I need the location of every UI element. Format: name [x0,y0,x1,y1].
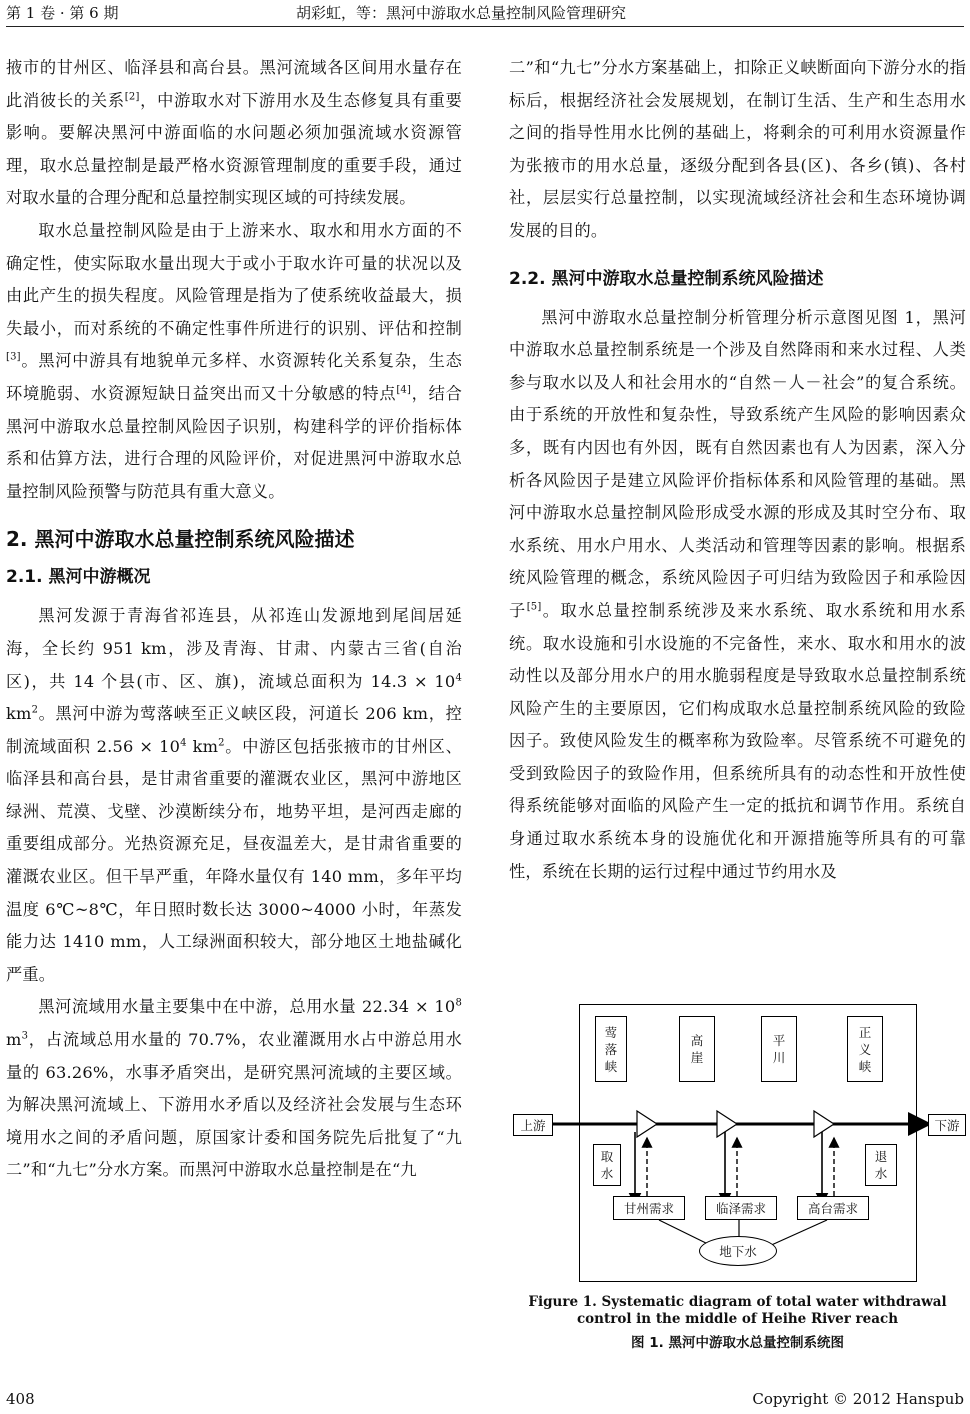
page-number: 408 [6,1390,35,1408]
groundwater-ellipse: 地下水 [699,1236,777,1266]
paragraph-risk-definition: 取水总量控制风险是由于上游来水、取水和用水方面的不确定性，使实际取水量出现大于或小于取水许可量的状况以及由此产生的损失程度。风险管理是指为了使系统收益最大，损失最小，而对系统的不确定性事件所进行的识别、评估和控制[3]。黑河中游具有地貌单元多样、水资源转化关系复杂，生态环境脆弱、水资源短缺日益突出而又十分敏感的特点[4]，结合黑河中游取水总量控制风险因子识别，构建科学的评价指标体系和估算方法，进行合理的风险评价，对促进黑河中游取水总量控制风险预警与防范具有重大意义。 [6,220,462,501]
citation-ref[interactable]: [3] [6,351,21,363]
figure-caption-en: Figure 1. Systematic diagram of total water withdrawal control in the middle of Heihe River reach [528,1294,947,1327]
copyright-notice: Copyright © 2012 Hanspub [752,1390,964,1408]
station-yingluoxia: 莺 落 峡 [595,1016,627,1082]
right-column [509,52,966,888]
station-zhengyixia: 正 义 峡 [847,1016,883,1082]
subsection-heading-2-2: 2.2. 黑河中游取水总量控制系统风险描述 [509,268,824,289]
left-column [6,52,462,1187]
running-header [6,0,964,27]
paragraph-continued: 二”和“九七”分水方案基础上，扣除正义峡断面向下游分水的指标后，根据经济社会发展规划，在制订生活、生产和生态用水之间的指导性用水比例的基础上，将剩余的可利用水资源量作为张掖市的用水总量，逐级分配到各县(区)、各乡(镇)、各村社，层层实行总量控制，以实现流域经济社会和生态环境协调发展的目的。 [509,58,966,240]
figure-1 [509,1004,966,1351]
downstream-box: 下游 [928,1114,966,1136]
article-running-title: 胡彩虹，等：黑河中游取水总量控制风险管理研究 [296,4,627,22]
paragraph-water-use: 黑河流域用水量主要集中在中游，总用水量 $22.34 \times 10^8$ $m^3$，占流域总用水量的 70.7%，农业灌溉用水占中游总用水量的 63.26%，水事矛盾突出，是研究黑河流域的主要区域。为解决黑河流域上、下游用水矛盾以及经济社会发展与生态环境用水之间的矛盾问题，原国家计委和国务院先后批复了“九二”和“九七”分水方案。而黑河中游取水总量控制是在“九 [6,997,462,1180]
gaotai-demand-box: 高台需求 [797,1196,869,1220]
linze-demand-box: 临泽需求 [705,1196,777,1220]
station-gaoya: 高 崖 [679,1016,715,1082]
upstream-box: 上游 [513,1114,553,1136]
journal-volume-issue: 第 1 卷 · 第 6 期 [6,4,119,22]
return-flow-box: 退 水 [865,1144,897,1186]
paragraph-overview: 黑河发源于青海省祁连县，从祁连山发源地到尾闾居延海，全长约 951 km，涉及青海、甘肃、内蒙古三省(自治区)，共 14 个县(市、区、旗)，流域总面积为 $14.3 \times 10^4$ $km^2$。黑河中游为莺落峡至正义峡区段，河道长 206 km，控制流域面积 $2.56 \times 10^4$ $km^2$。中游区包括张掖市的甘州区、临泽县和高台县，是甘肃省重要的灌溉农业区，黑河中游地区绿洲、荒漠、戈壁、沙漠断续分布，地势平坦，是河西走廊的重要组成部分。光热资源充足，昼夜温差大，是甘肃省重要的灌溉农业区。但干旱严重，年降水量仅有 140 mm，多年平均温度 6℃~8℃，年日照时数长达 3000~4000 小时，年蒸发能力达 1410 mm，人工绿洲面积较大，部分地区土地盐碱化严重。 [6,606,462,984]
ganzhou-demand-box: 甘州需求 [613,1196,685,1220]
withdrawal-box: 取 水 [593,1144,621,1186]
paragraph-continued: 掖市的甘州区、临泽县和高台县。黑河流域各区间用水量存在此消彼长的关系[2]，中游取水对下游用水及生态修复具有重要影响。要解决黑河中游面临的水问题必须加强流域水资源管理，取水总量控制是最严格水资源管理制度的重要手段，通过对取水量的合理分配和总量控制实现区域的可持续发展。 [6,58,462,208]
station-pingchuan: 平 川 [761,1016,797,1082]
paragraph-risk-description: 黑河中游取水总量控制分析管理分析示意图见图 1，黑河中游取水总量控制系统是一个涉及自然降雨和来水过程、人类参与取水以及人和社会用水的“自然－人－社会”的复合系统。由于系统的开放性和复杂性，导致系统产生风险的影响因素众多，既有内因也有外因，既有自然因素也有人为因素，深入分析各风险因子是建立风险评价指标体系和风险管理的基础。黑河中游取水总量控制风险形成受水源的形成及其时空分布、取水系统、用水户用水、人类活动和管理等因素的影响。根据系统风险管理的概念，系统风险因子可归结为致险因子和承险因子[5]。取水总量控制系统涉及来水系统、取水系统和用水系统。取水设施和引水设施的不完备性，来水、取水和用水的波动性以及部分用水户的用水脆弱程度是导致取水总量控制系统风险产生的主要原因，它们构成取水总量控制系统风险的致险因子。致使风险发生的概率称为致险率。尽管系统不可避免的受到致险因子的致险作用，但系统所具有的动态性和开放性使得系统能够对面临的风险产生一定的抵抗和调节作用。系统自身通过取水系统本身的设施优化和开源措施等所具有的可靠性，系统在长期的运行过程中通过节约用水及 [509,307,966,881]
subsection-heading-2-1: 2.1. 黑河中游概况 [6,567,151,588]
figure-caption-zh: 图 1. 黑河中游取水总量控制系统图 [631,1335,844,1351]
section-heading-2: 2. 黑河中游取水总量控制系统风险描述 [6,527,355,552]
citation-ref[interactable]: [4] [396,384,412,396]
citation-ref[interactable]: [5] [526,601,542,613]
citation-ref[interactable]: [2] [124,91,140,103]
